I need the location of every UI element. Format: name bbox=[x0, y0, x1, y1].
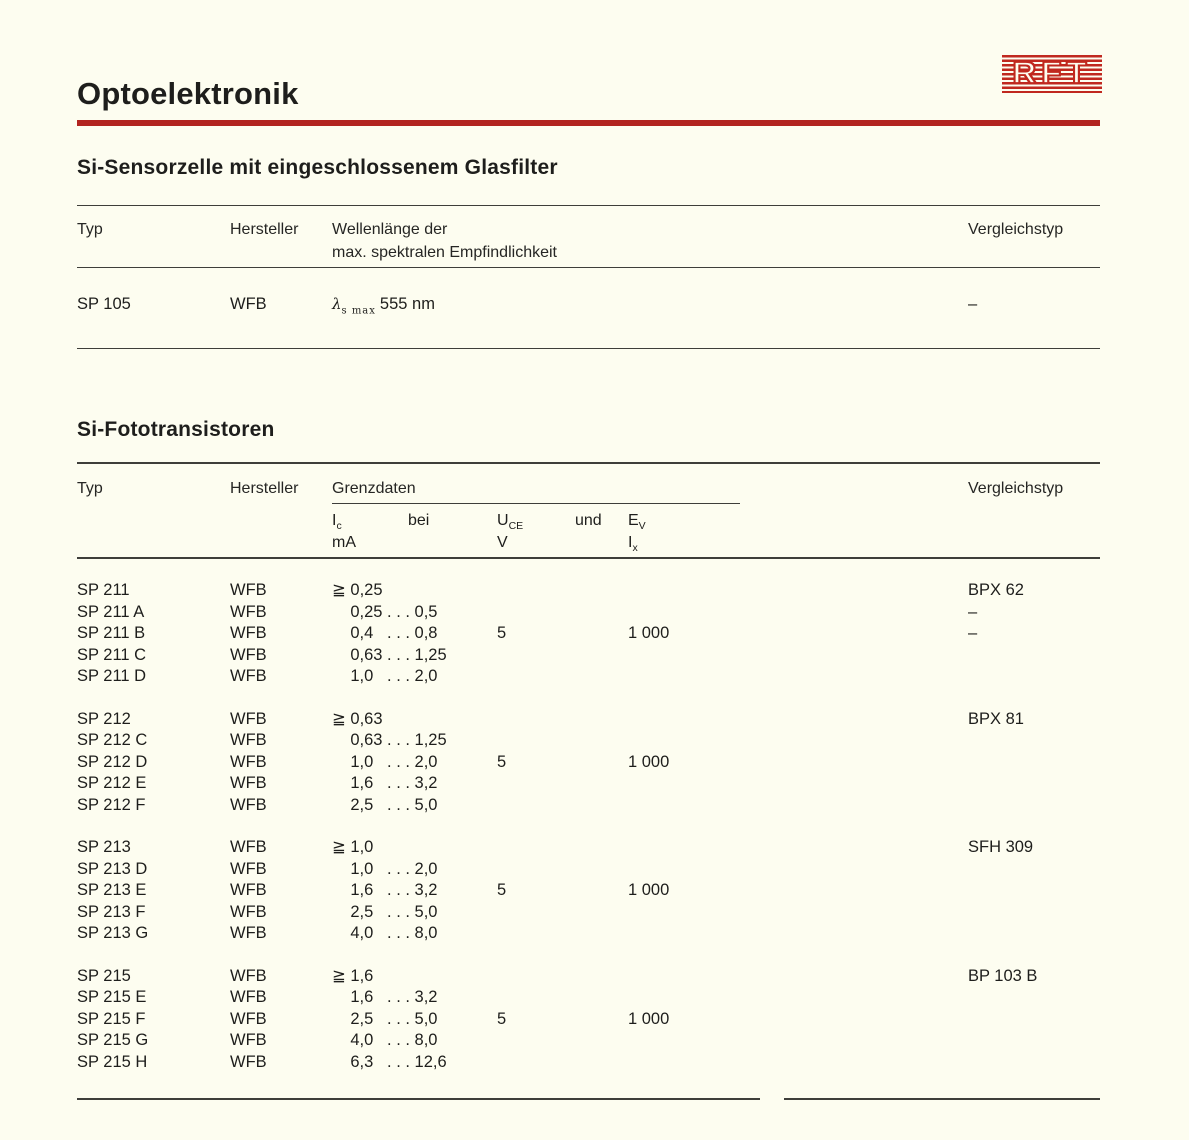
wellenlaenge-line1: Wellenlänge der bbox=[332, 221, 448, 238]
hersteller-cell: WFB bbox=[230, 881, 267, 899]
table2-header-rule bbox=[77, 557, 1100, 559]
typ-cell: SP 215 E bbox=[77, 988, 147, 1006]
rft-logo bbox=[1002, 53, 1102, 93]
section2-heading: Si-Fototransistoren bbox=[77, 418, 275, 441]
hersteller-cell: WFB bbox=[230, 624, 267, 642]
vergleichstyp-cell bbox=[968, 987, 1100, 1009]
table-row bbox=[77, 902, 1100, 924]
ev-cell: 1 000 bbox=[628, 752, 670, 771]
uce-cell bbox=[497, 730, 628, 752]
typ-cell: SP 211 B bbox=[77, 624, 146, 642]
ev-cell bbox=[628, 666, 968, 688]
table-row bbox=[77, 293, 1100, 315]
uce-cell bbox=[497, 987, 628, 1009]
uce-cell bbox=[497, 923, 628, 945]
col-header-wellenlaenge bbox=[332, 218, 968, 264]
uce-cell bbox=[497, 580, 628, 602]
ev-cell bbox=[628, 1030, 968, 1052]
table2-subheader-row bbox=[332, 510, 1100, 554]
uce-cell: 5 bbox=[497, 752, 507, 771]
hersteller-cell: WFB bbox=[230, 602, 267, 621]
table1-top-rule bbox=[77, 205, 1100, 206]
table-row bbox=[77, 580, 1100, 602]
sp212-group bbox=[77, 709, 1100, 817]
ic-cell: 1,0 . . . 2,0 bbox=[332, 859, 438, 878]
typ-cell: SP 212 E bbox=[77, 774, 147, 792]
ev-cell bbox=[628, 795, 968, 817]
table1-header-rule bbox=[77, 267, 1100, 268]
table-row bbox=[77, 645, 1100, 667]
ev-cell bbox=[628, 602, 968, 624]
ic-cell: 1,6 . . . 3,2 bbox=[332, 881, 438, 899]
hersteller-cell: WFB bbox=[230, 774, 267, 792]
typ-cell: SP 215 F bbox=[77, 1009, 146, 1028]
subcol-ic bbox=[332, 510, 408, 554]
hersteller-cell: WFB bbox=[230, 709, 267, 728]
hersteller-cell: WFB bbox=[230, 295, 267, 313]
hersteller-cell: WFB bbox=[230, 838, 267, 856]
table2-top-rule bbox=[77, 462, 1100, 464]
vergleichstyp-cell: BP 103 B bbox=[968, 966, 1038, 985]
sp213-group bbox=[77, 837, 1100, 945]
page-content bbox=[77, 0, 1100, 1140]
section1-heading: Si-Sensorzelle mit eingeschlossenem Glasfilter bbox=[77, 156, 558, 179]
uce-symbol bbox=[497, 510, 575, 532]
table-row bbox=[77, 602, 1100, 624]
ic-letter: I bbox=[332, 512, 337, 529]
uce-subscript: CE bbox=[508, 520, 524, 533]
table-row bbox=[77, 923, 1100, 945]
ic-cell: ≧ 0,25 bbox=[332, 581, 383, 599]
table-row bbox=[77, 730, 1100, 752]
typ-cell: SP 215 G bbox=[77, 1031, 149, 1049]
ic-cell: 0,63 . . . 1,25 bbox=[332, 731, 447, 749]
table1-bottom-rule bbox=[77, 348, 1100, 349]
vergleichstyp-cell bbox=[968, 902, 1100, 924]
ic-cell: 4,0 . . . 8,0 bbox=[332, 1031, 438, 1049]
subcol-uce bbox=[497, 510, 575, 554]
uce-cell: 5 bbox=[497, 881, 507, 899]
typ-cell: SP 211 D bbox=[77, 667, 147, 685]
ic-cell: 2,5 . . . 5,0 bbox=[332, 795, 438, 814]
hersteller-cell: WFB bbox=[230, 859, 267, 878]
hersteller-cell: WFB bbox=[230, 667, 267, 685]
uce-cell bbox=[497, 645, 628, 667]
ev-cell bbox=[628, 773, 968, 795]
uce-cell bbox=[497, 1052, 628, 1074]
table2-header-row bbox=[77, 478, 1100, 499]
hersteller-cell: WFB bbox=[230, 731, 267, 749]
hersteller-cell: WFB bbox=[230, 795, 267, 814]
hersteller-cell: WFB bbox=[230, 924, 267, 942]
vergleichstyp-cell bbox=[968, 773, 1100, 795]
ev-cell bbox=[628, 730, 968, 752]
sp215-group bbox=[77, 966, 1100, 1074]
subcol-ev bbox=[628, 510, 1100, 554]
ev-cell bbox=[628, 1052, 968, 1074]
ev-cell bbox=[628, 709, 968, 731]
table-row bbox=[77, 880, 1100, 902]
sp211-group bbox=[77, 580, 1100, 688]
vergleichstyp-cell bbox=[968, 1052, 1100, 1074]
ev-cell: 1 000 bbox=[628, 881, 670, 899]
hersteller-cell: WFB bbox=[230, 1009, 267, 1028]
ev-letter: E bbox=[628, 512, 639, 529]
table2-body bbox=[77, 580, 1100, 1073]
typ-cell: SP 212 D bbox=[77, 752, 148, 771]
title-red-rule bbox=[77, 120, 1100, 126]
vergleichstyp-cell bbox=[968, 730, 1100, 752]
vergleichstyp-cell bbox=[968, 880, 1100, 902]
ic-cell: 0,25 . . . 0,5 bbox=[332, 602, 438, 621]
ic-cell: 4,0 . . . 8,0 bbox=[332, 924, 438, 942]
lambda-symbol: λ bbox=[332, 295, 342, 313]
ev-cell: 1 000 bbox=[628, 1009, 670, 1028]
rft-logo-text: RFT bbox=[1012, 55, 1092, 90]
ic-cell: ≧ 1,0 bbox=[332, 838, 374, 856]
typ-cell: SP 212 F bbox=[77, 795, 146, 814]
uce-cell bbox=[497, 837, 628, 859]
uce-cell bbox=[497, 602, 628, 624]
ic-cell: 0,63 . . . 1,25 bbox=[332, 645, 447, 664]
vergleichstyp-cell bbox=[968, 1030, 1100, 1052]
col-header-typ: Typ bbox=[77, 480, 103, 497]
typ-cell: SP 215 bbox=[77, 966, 131, 985]
table-row bbox=[77, 987, 1100, 1009]
hersteller-cell: WFB bbox=[230, 752, 267, 771]
table-row bbox=[77, 623, 1100, 645]
col-header-hersteller: Hersteller bbox=[230, 480, 299, 497]
vergleichstyp-cell bbox=[968, 923, 1100, 945]
vergleichstyp-cell: BPX 81 bbox=[968, 709, 1024, 728]
table-row bbox=[77, 1030, 1100, 1052]
hersteller-cell: WFB bbox=[230, 966, 267, 985]
und-label: und bbox=[575, 512, 602, 529]
hersteller-cell: WFB bbox=[230, 1031, 267, 1049]
lambda-subscript: s max bbox=[341, 305, 376, 317]
wellenlaenge-line2: max. spektralen Empfindlichkeit bbox=[332, 244, 557, 261]
sensor-cell-table bbox=[77, 205, 1100, 350]
table-row bbox=[77, 859, 1100, 881]
ev-subscript: V bbox=[638, 520, 646, 533]
page-title: Optoelektronik bbox=[77, 76, 299, 111]
typ-cell: SP 215 H bbox=[77, 1052, 148, 1071]
typ-cell: SP 105 bbox=[77, 295, 131, 313]
subcol-und bbox=[575, 510, 628, 554]
typ-cell: SP 212 C bbox=[77, 731, 148, 749]
ic-cell: 2,5 . . . 5,0 bbox=[332, 902, 438, 921]
typ-cell: SP 211 A bbox=[77, 602, 145, 621]
ic-symbol bbox=[332, 510, 408, 532]
uce-cell bbox=[497, 709, 628, 731]
col-header-grenzdaten: Grenzdaten bbox=[332, 480, 416, 497]
col-header-typ: Typ bbox=[77, 221, 103, 238]
ev-cell bbox=[628, 837, 968, 859]
uce-cell: 5 bbox=[497, 1009, 507, 1028]
ev-cell bbox=[628, 859, 968, 881]
ev-cell bbox=[628, 987, 968, 1009]
uce-letter: U bbox=[497, 512, 509, 529]
table-row bbox=[77, 666, 1100, 688]
hersteller-cell: WFB bbox=[230, 1052, 267, 1071]
subcol-bei bbox=[408, 510, 497, 554]
ic-cell: 1,0 . . . 2,0 bbox=[332, 752, 438, 771]
hersteller-cell: WFB bbox=[230, 988, 267, 1006]
table-row bbox=[77, 1009, 1100, 1031]
ev-cell: 1 000 bbox=[628, 624, 670, 642]
ic-unit: mA bbox=[332, 534, 356, 551]
ic-cell: 1,6 . . . 3,2 bbox=[332, 774, 438, 792]
table-row bbox=[77, 1052, 1100, 1074]
vergleichstyp-cell: SFH 309 bbox=[968, 838, 1034, 856]
ev-cell bbox=[628, 923, 968, 945]
uce-unit: V bbox=[497, 534, 508, 551]
vergleichstyp-cell bbox=[968, 859, 1100, 881]
lx-letter: I bbox=[628, 534, 633, 551]
vergleichstyp-cell: BPX 62 bbox=[968, 581, 1024, 599]
typ-cell: SP 211 C bbox=[77, 645, 147, 664]
ev-symbol bbox=[628, 510, 1100, 532]
typ-cell: SP 212 bbox=[77, 709, 131, 728]
ev-cell bbox=[628, 966, 968, 988]
table-row bbox=[77, 752, 1100, 774]
table-row bbox=[77, 795, 1100, 817]
phototransistor-table bbox=[77, 462, 1100, 1100]
ic-cell: ≧ 1,6 bbox=[332, 966, 374, 985]
typ-cell: SP 213 E bbox=[77, 881, 147, 899]
vergleichstyp-cell bbox=[968, 645, 1100, 667]
lx-subscript: x bbox=[632, 542, 638, 555]
vergleichstyp-cell: – bbox=[968, 602, 978, 621]
vergleichstyp-cell: – bbox=[968, 624, 978, 642]
typ-cell: SP 213 F bbox=[77, 902, 146, 921]
table-row bbox=[77, 837, 1100, 859]
vergleichstyp-cell bbox=[968, 1009, 1100, 1031]
ev-cell bbox=[628, 580, 968, 602]
vergleichstyp-cell: – bbox=[968, 295, 978, 313]
ev-cell bbox=[628, 902, 968, 924]
bei-label: bei bbox=[408, 512, 430, 529]
uce-cell bbox=[497, 666, 628, 688]
uce-cell bbox=[497, 773, 628, 795]
ic-cell: 6,3 . . . 12,6 bbox=[332, 1052, 447, 1071]
table-row bbox=[77, 773, 1100, 795]
col-header-vergleichstyp: Vergleichstyp bbox=[968, 480, 1064, 497]
ic-subscript: c bbox=[336, 520, 342, 533]
typ-cell: SP 213 G bbox=[77, 924, 149, 942]
table-row bbox=[77, 966, 1100, 988]
lx-symbol bbox=[628, 532, 1100, 554]
typ-cell: SP 213 bbox=[77, 838, 131, 856]
grenzdaten-underline bbox=[332, 503, 740, 504]
uce-cell bbox=[497, 795, 628, 817]
table1-header-row bbox=[77, 218, 1100, 264]
vergleichstyp-cell bbox=[968, 752, 1100, 774]
hersteller-cell: WFB bbox=[230, 645, 267, 664]
lambda-value: 555 nm bbox=[379, 295, 435, 313]
uce-cell bbox=[497, 966, 628, 988]
col-header-hersteller: Hersteller bbox=[230, 221, 299, 238]
ic-cell: 2,5 . . . 5,0 bbox=[332, 1009, 438, 1028]
hersteller-cell: WFB bbox=[230, 902, 267, 921]
uce-cell bbox=[497, 859, 628, 881]
uce-cell bbox=[497, 1030, 628, 1052]
vergleichstyp-cell bbox=[968, 795, 1100, 817]
table2-bottom-rule bbox=[77, 1098, 1100, 1100]
typ-cell: SP 213 D bbox=[77, 859, 148, 878]
ic-cell: 1,0 . . . 2,0 bbox=[332, 667, 438, 685]
uce-cell: 5 bbox=[497, 624, 507, 642]
table-row bbox=[77, 709, 1100, 731]
wellenlaenge-cell bbox=[332, 293, 968, 315]
typ-cell: SP 211 bbox=[77, 581, 130, 599]
ic-cell: 1,6 . . . 3,2 bbox=[332, 988, 438, 1006]
ic-cell: ≧ 0,63 bbox=[332, 709, 383, 728]
ic-cell: 0,4 . . . 0,8 bbox=[332, 624, 438, 642]
vergleichstyp-cell bbox=[968, 666, 1100, 688]
col-header-vergleichstyp: Vergleichstyp bbox=[968, 221, 1064, 238]
uce-cell bbox=[497, 902, 628, 924]
ev-cell bbox=[628, 645, 968, 667]
hersteller-cell: WFB bbox=[230, 581, 267, 599]
